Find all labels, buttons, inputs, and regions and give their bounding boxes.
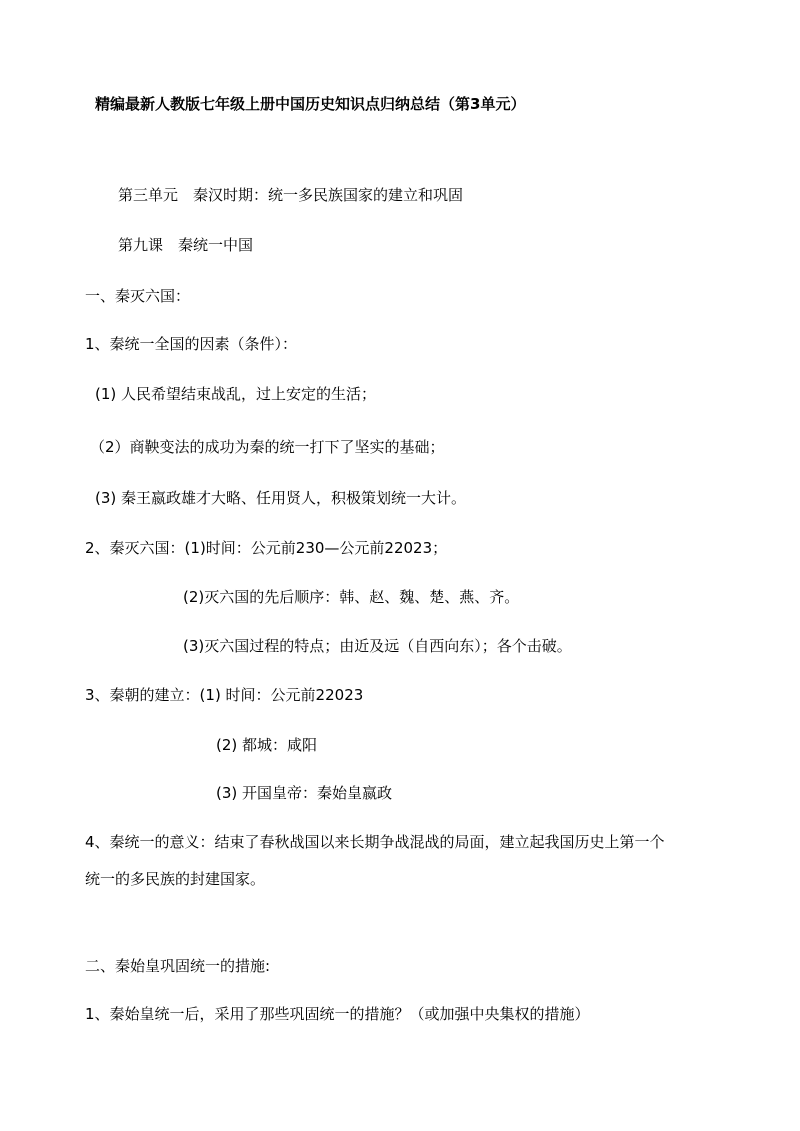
item-2-point-1: (2)灭六国的先后顺序：韩、赵、魏、楚、燕、齐。 bbox=[183, 588, 520, 606]
item-1-label: 1、秦统一全国的因素（条件）： bbox=[85, 335, 298, 353]
item-2-label: 2、秦灭六国：(1)时间：公元前230—公元前22023； bbox=[85, 539, 448, 557]
item-3-point-2: (3) 开国皇帝：秦始皇嬴政 bbox=[216, 784, 393, 802]
section-2-heading: 二、秦始皇巩固统一的措施: bbox=[85, 957, 271, 975]
item-4-line-2: 统一的多民族的封建国家。 bbox=[85, 870, 266, 888]
item-2-point-2: (3)灭六国过程的特点；由近及远（自西向东）；各个击破。 bbox=[183, 637, 572, 655]
unit-heading: 第三单元 秦汉时期：统一多民族国家的建立和巩固 bbox=[118, 186, 464, 204]
item-3-label: 3、秦朝的建立：(1) 时间：公元前22023 bbox=[85, 686, 364, 704]
item-1-point-3: (3) 秦王嬴政雄才大略、任用贤人，积极策划统一大计。 bbox=[95, 489, 467, 507]
lesson-heading: 第九课 秦统一中国 bbox=[118, 236, 254, 254]
document-title: 精编最新人教版七年级上册中国历史知识点归纳总结（第3单元） bbox=[95, 95, 526, 113]
section-2-item-1: 1、秦始皇统一后，采用了那些巩固统一的措施？（或加强中央集权的措施） bbox=[85, 1005, 590, 1023]
item-3-point-1: (2) 都城：咸阳 bbox=[216, 736, 318, 754]
item-1-point-1: (1) 人民希望结束战乱，过上安定的生活； bbox=[95, 385, 377, 403]
item-1-point-2: （2）商鞅变法的成功为秦的统一打下了坚实的基础； bbox=[90, 438, 445, 456]
section-1-heading: 一、秦灭六国： bbox=[85, 287, 191, 305]
item-4-line-1: 4、秦统一的意义：结束了春秋战国以来长期争战混战的局面，建立起我国历史上第一个 bbox=[85, 833, 665, 851]
